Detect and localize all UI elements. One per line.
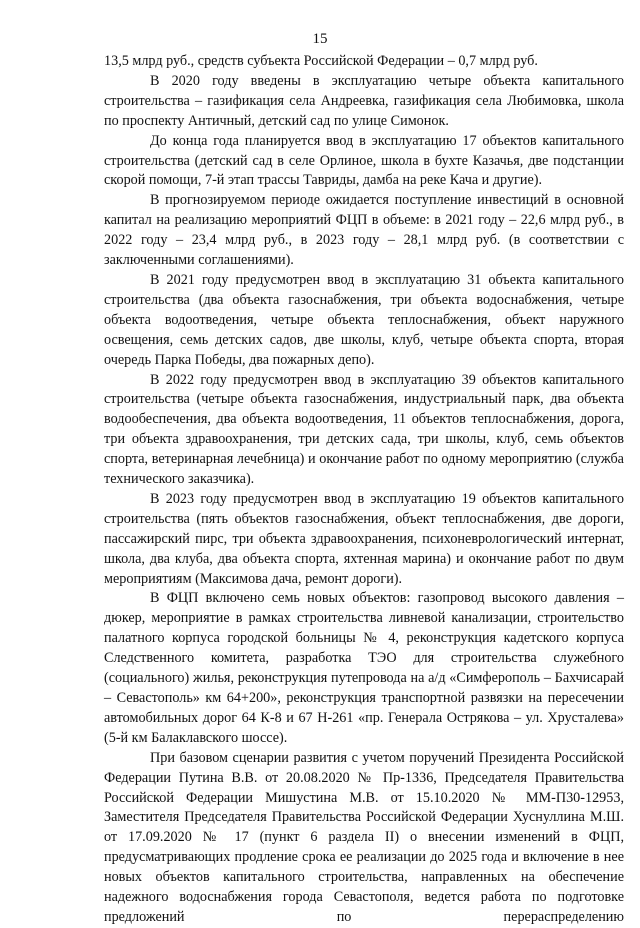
paragraph-base-scenario: При базовом сценарии развития с учетом поручений Президента Российской Федерации Путина В.В. от 20.08.2020 № Пр-1336, Председателя Правительства Российской Федерации Мишустина М.В. от 15.10.2020 № ММ-П30-12953, Заместителя Председателя Правительства Российской Федерации Хуснуллина М.Ш. от 17.09.2020 № 17 (пункт 6 раздела II) о внесении изменений в ФЦП, предусматривающих продление срока ее реализации до 2025 года и включение в нее новых объектов капитального строительства, направленных на обеспечение надежного водоснабжения города Севастополя, ведется работа по подготовке предложений по перераспределению (104, 749, 624, 925)
paragraph-year-end-plans: До конца года планируется ввод в эксплуатацию 17 объектов капитального строительства (детский сад в селе Орлиное, школа в бухте Казачья, две подстанции скорой помощи, 7-й этап трассы Тавриды, дамба на реке Кача и другие). (104, 132, 624, 189)
paragraph-new-objects: В ФЦП включено семь новых объектов: газопровод высокого давления – дюкер, мероприятие в рамках строительства ливневой канализации, строительство палатного корпуса городской больницы № 4, реконструкция кадетского корпуса Следственного комитета, разработка ТЭО для строительства служебного (социального) жилья, реконструкция путепровода на а/д «Симферополь – Бахчисарай – Севастополь» км 64+200», реконструкция транспортной развязки на пересечении автомобильных дорог 64 К-8 и 67 Н-261 «пр. Генерала Острякова – ул. Хрусталева» (5-й км Балаклавского шоссе). (104, 590, 624, 746)
paragraph-funding-continuation: 13,5 млрд руб., средств субъекта Российской Федерации – 0,7 млрд руб. (104, 53, 538, 69)
paragraph-forecast-investment: В прогнозируемом периоде ожидается поступление инвестиций в основной капитал на реализацию мероприятий ФЦП в объеме: в 2021 году – 22,6 млрд руб., в 2022 году – 23,4 млрд руб., в 2023 году – 28,1 млрд руб. (в соответствии с заключенными соглашениями). (104, 192, 624, 269)
paragraph-2020-commissioning: В 2020 году введены в эксплуатацию четыре объекта капитального строительства – газификация села Андреевка, газификация села Любимовка, школа по проспекту Античный, детский сад по улице Симонок. (104, 72, 624, 129)
paragraph-2022-commissioning: В 2022 году предусмотрен ввод в эксплуатацию 39 объектов капитального строительства (четыре объекта газоснабжения, индустриальный парк, два объекта водообеспечения, два объекта водоотведения, 11 объектов теплоснабжения, дорога, три объекта здравоохранения, три детских сада, три школы, клуб, семь объектов спорта, ветеринарная лечебница) и окончание работ по одному мероприятию (служба технического заказчика). (104, 371, 624, 488)
document-body (104, 52, 624, 928)
paragraph-2023-commissioning: В 2023 году предусмотрен ввод в эксплуатацию 19 объектов капитального строительства (пять объектов газоснабжения, объект теплоснабжения, две дороги, пассажирский пирс, три объекта здравоохранения, психоневрологический интернат, школа, два клуба, два объекта спорта, яхтенная марина) и окончание работ по двум мероприятиям (Максимова дача, ремонт дороги). (104, 490, 624, 587)
page-number: 15 (312, 31, 328, 47)
paragraph-2021-commissioning: В 2021 году предусмотрен ввод в эксплуатацию 31 объекта капитального строительства (два объекта газоснабжения, три объекта водоснабжения, четыре объекта водоотведения, четыре объекта теплоснабжения, объект наружного освещения, семь детских садов, две школы, клуб, четыре объекта спорта, вторая очередь Парка Победы, два пожарных депо). (104, 271, 624, 368)
